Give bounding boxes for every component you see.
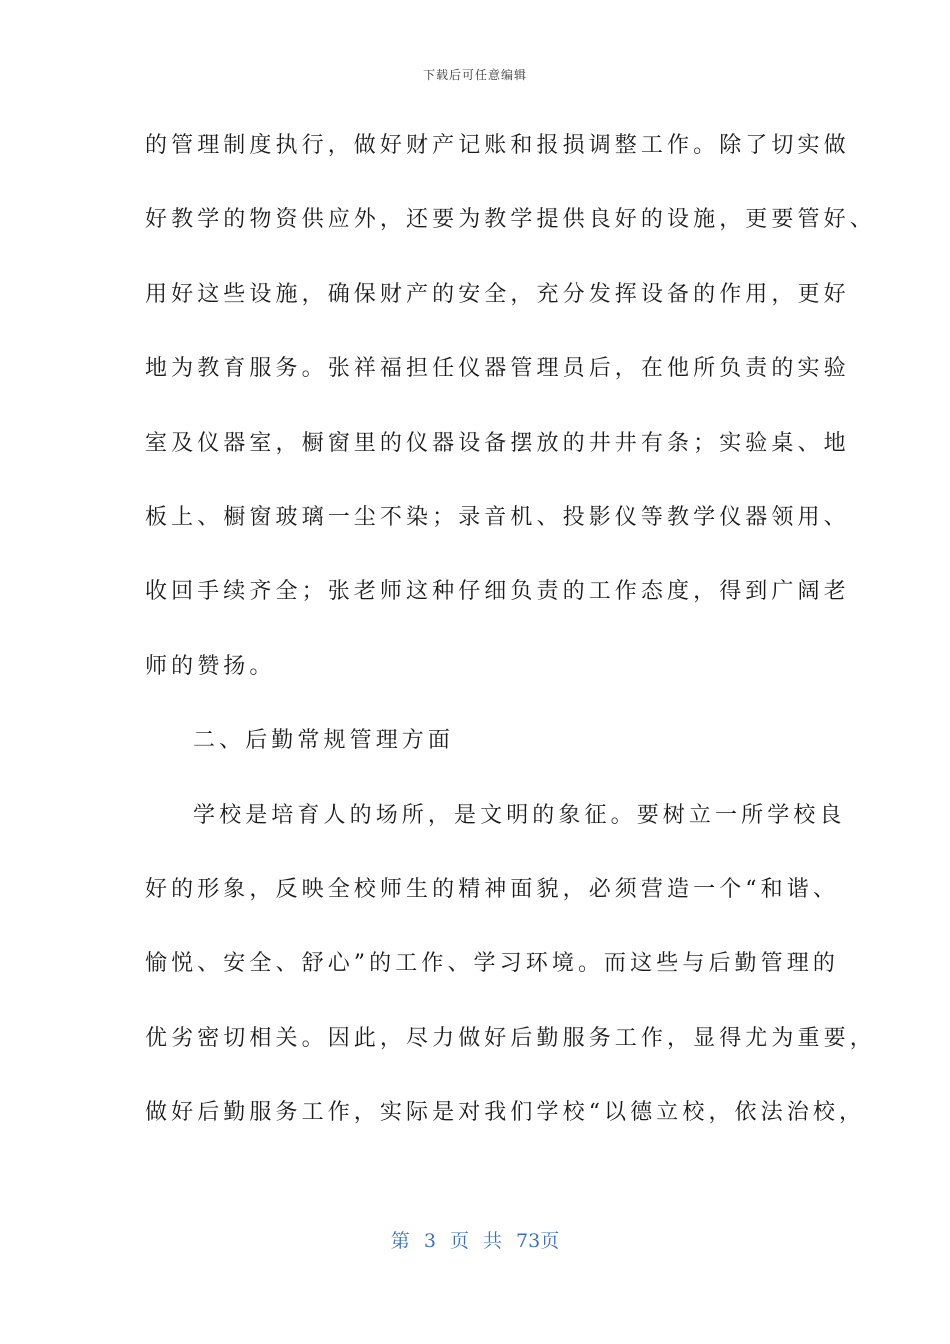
section-heading: 二、后勤常规管理方面 — [193, 728, 455, 754]
page-header: 下载后可任意编辑 — [422, 68, 527, 82]
text-line: 好教学的物资供应外，还要为教学提供良好的设施，更要管好、 — [145, 207, 876, 233]
text-line: 的管理制度执行，做好财产记账和报损调整工作。除了切实做 — [145, 133, 850, 158]
text-line: 用好这些设施，确保财产的安全，充分发挥设备的作用，更好 — [145, 281, 850, 307]
text-line: 收回手续齐全；张老师这种仔细负责的工作态度，得到广阔老 — [145, 579, 850, 605]
page-number-footer: 第 3 页 共 73页 — [390, 1230, 560, 1252]
text-line: 学校是培育人的场所，是文明的象征。要树立一所学校良 — [193, 802, 846, 828]
text-line: 室及仪器室，橱窗里的仪器设备摆放的井井有条；实验桌、地 — [145, 430, 850, 456]
text-line: 板上、橱窗玻璃一尘不染；录音机、投影仪等教学仪器领用、 — [145, 504, 850, 530]
text-line: 优劣密切相关。因此，尽力做好后勤服务工作，显得尤为重要， — [145, 1025, 876, 1051]
text-line: 地为教育服务。张祥福担任仪器管理员后，在他所负责的实验 — [145, 356, 850, 382]
text-line: 师的赞扬。 — [145, 653, 276, 679]
text-line: 愉悦、安全、舒心”的工作、学习环境。而这些与后勤管理的 — [145, 951, 839, 977]
text-line: 好的形象，反映全校师生的精神面貌，必须营造一个“和谐、 — [145, 876, 839, 902]
document-body — [145, 124, 876, 1165]
text-line: 做好后勤服务工作，实际是对我们学校“以德立校，依法治校， — [145, 1100, 866, 1126]
